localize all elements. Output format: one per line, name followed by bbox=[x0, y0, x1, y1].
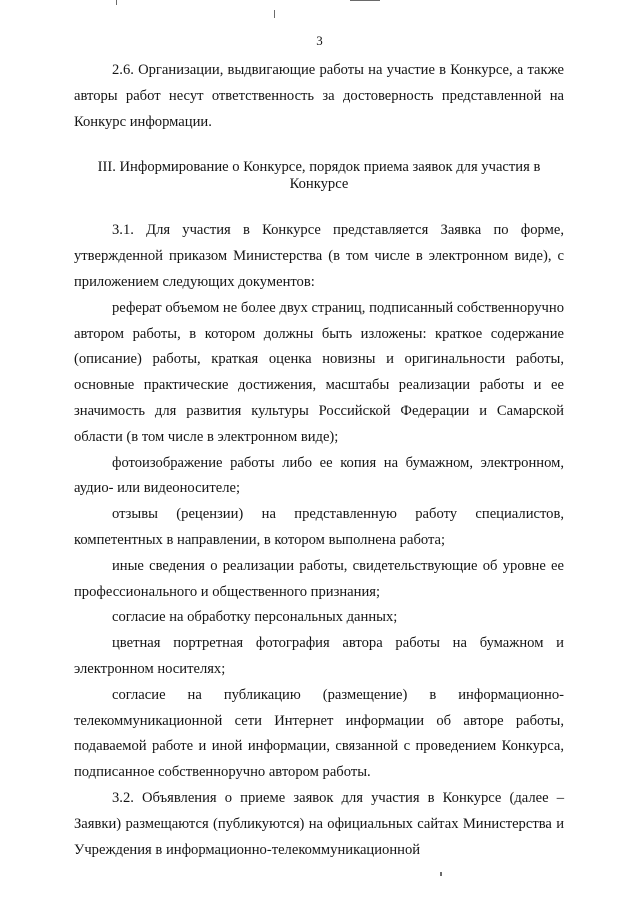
scan-mark-bottom-right bbox=[440, 872, 442, 876]
list-item-consent-personal-data: согласие на обработку персональных данных; bbox=[112, 609, 398, 626]
page-number: 3 bbox=[316, 33, 323, 48]
list-item-abstract: реферат объемом не более двух страниц, подписанный собственноручно автором работы, в котором должны быть изложены: краткое содержание (описание) работы, краткая оценка новизны и оригинальности работы, основные практические достижения, масштабы реализации работы и ее значимость для развития культуры Российской Федерации и Самарской области (в том числе в электронном виде); bbox=[74, 299, 564, 445]
scan-mark-top-right bbox=[350, 0, 380, 1]
paragraph-3-1: 3.1. Для участия в Конкурсе представляется Заявка по форме, утвержденной приказом Министерства (в том числе в электронном виде), с приложением следующих документов: bbox=[74, 222, 564, 290]
paragraph-2-6: 2.6. Организации, выдвигающие работы на участие в Конкурсе, а также авторы работ несут ответственность за достоверность представленной на Конкурс информации. bbox=[74, 62, 564, 130]
document-body bbox=[74, 58, 564, 863]
list-item-portrait-photo: цветная портретная фотография автора работы на бумажном и электронном носителях; bbox=[74, 635, 564, 677]
section-heading: III. Информирование о Конкурсе, порядок приема заявок для участия в Конкурсе bbox=[97, 159, 541, 193]
list-item-reviews: отзывы (рецензии) на представленную работу специалистов, компетентных в направлении, в котором выполнена работа; bbox=[74, 506, 564, 548]
list-item-consent-publication: согласие на публикацию (размещение) в информационно-телекоммуникационной сети Интернет информации об авторе работы, подаваемой работе и иной информации, связанной с проведением Конкурса, подписанное собственноручно автором работы. bbox=[74, 686, 564, 781]
list-item-photo: фотоизображение работы либо ее копия на бумажном, электронном, аудио- или видеоносителе; bbox=[74, 454, 564, 497]
scan-mark-top-left bbox=[116, 0, 117, 5]
scan-mark-top-center bbox=[274, 10, 275, 18]
paragraph-3-2: 3.2. Объявления о приеме заявок для участия в Конкурсе (далее – Заявки) размещаются (публикуются) на официальных сайтах Министерства и Учреждения в информационно-телекоммуникационной bbox=[74, 789, 564, 858]
list-item-other-info: иные сведения о реализации работы, свидетельствующие об уровне ее профессионального и общественного признания; bbox=[74, 557, 564, 600]
section-heading-block bbox=[74, 159, 564, 193]
